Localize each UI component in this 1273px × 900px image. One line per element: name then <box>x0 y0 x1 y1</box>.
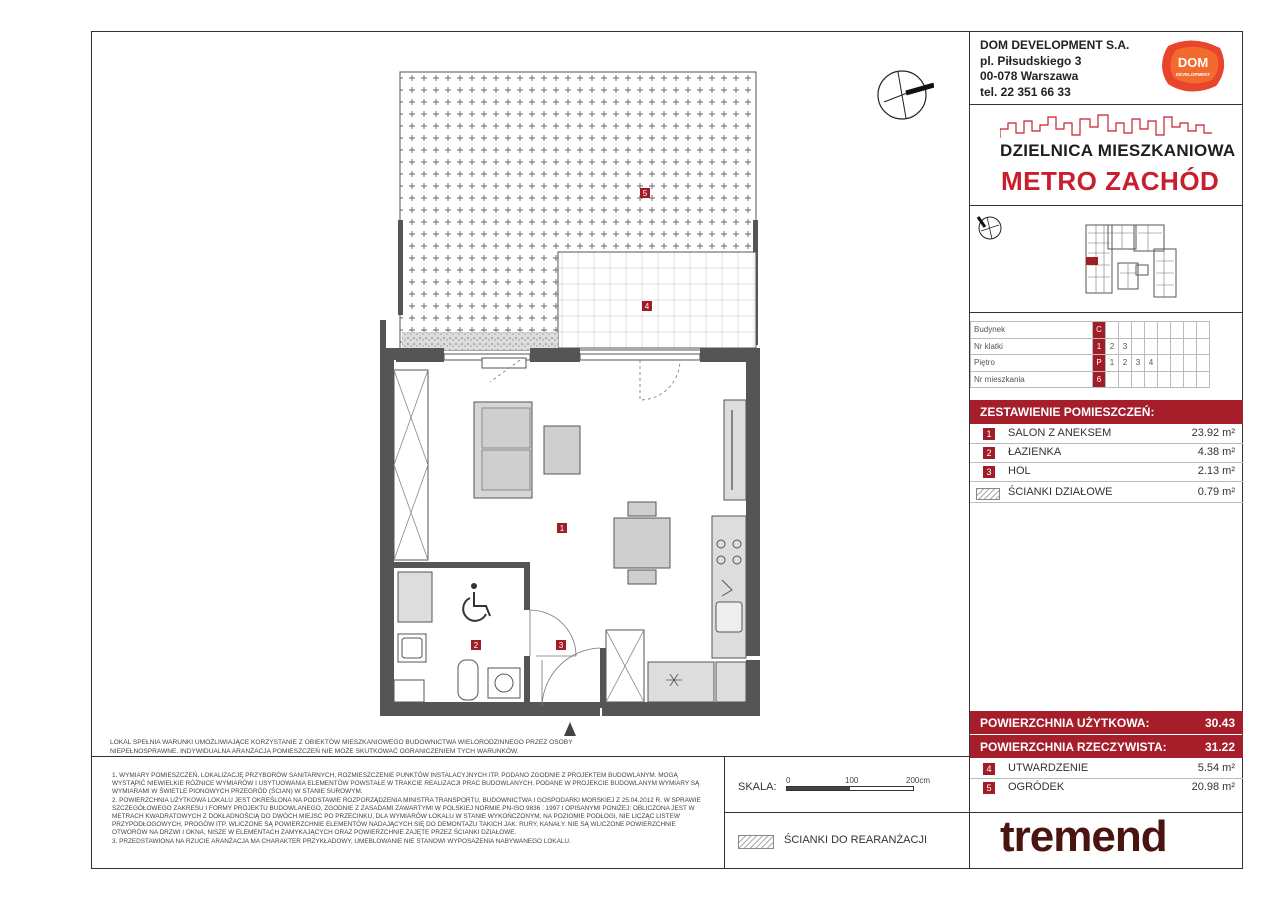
note-2: 2. POWIERZCHNIA UŻYTKOWA LOKALU JEST OKREŚLONA NA PODSTAWIE ROZPORZĄDZENIA MINISTRA TRANSPORTU, BUDOWNICTWA I GOSPODARKI MORSKIEJ Z 25.04.2012 R. W SPRAWIE SZCZEGÓŁOWEGO ZAKRESU I FORMY PROJEKTU BUDOWLANEGO, ZGODNIE Z ZASADAMI ZAWARTYMI W POLSKIEJ NORMIE PN-ISO 9836 : 1997 I OPISANYMI PONIŻEJ: OBLICZONA JEST W METRACH KWADRATOWYCH Z DOKŁADNOŚCIĄ DO DWÓCH MIEJSC PO PRZECINKU, DLA WYMIARÓW LOKALU W STANIE WYKOŃCZONYM, NA POZIOMIE PODŁOGI, NIE LICZĄC LISTEW PRZYPODŁOGOWYCH, PROGÓW ITP. WLICZONE SĄ POWIERZCHNIE ELEMENTÓW NADAJĄCYCH SIĘ DO DEMONTAŻU TAKICH JAK: RURY, KANAŁY. NIE SĄ WLICZONE POWIERZCHNIE OTWORÓW NA DRZWI I OKNA, NISZE W ELEMENTACH ZAMYKAJĄCYCH ORAZ POWIERZCHNIE ZAJĘTE PRZEZ ŚCIANKI DZIAŁOWE. <box>112 796 701 837</box>
building-info-table <box>970 321 1210 388</box>
note-3: 3. PRZEDSTAWIONA NA RZUCIE ARANŻACJA MA CHARAKTER PRZYKŁADOWY, UMEBLOWANIE NIE STANOWI WYPOSAŻENIA NABYWANEGO LOKALU. <box>112 837 571 845</box>
rooms-header: ZESTAWIENIE POMIESZCZEŃ: <box>970 400 1243 424</box>
scale-tick-100: 100 <box>845 776 859 785</box>
company-name: DOM DEVELOPMENT S.A. <box>980 38 1130 52</box>
real-area-bar: POWIERZCHNIA RZECZYWISTA: 31.22 <box>970 735 1243 758</box>
floor-plan <box>370 60 770 740</box>
divider-company <box>969 104 1243 105</box>
terrace-area <box>558 252 756 348</box>
dom-development-logo <box>1158 38 1228 94</box>
rearrangement-label: ŚCIANKI DO REARANŻACJI <box>784 834 928 846</box>
note-1: 1. WYMIARY POMIESZCZEŃ, LOKALIZACJĘ PRZYBORÓW SANITARNYCH, ROZMIESZCZENIE PUNKTÓW INSTALACYJNYCH ITP. PODANO ZGODNIE Z PROJEKTEM BUDOWLANYM. MOGĄ WYSTĄPIĆ NIEWIELKIE RÓŻNICE WYMIARÓW I USYTUOWANIA ELEMENTÓW POWSTAŁE W TRAKCIE REALIZACJI PRAC BUDOWLANYCH. PODANE W PROJEKCIE BUDOWLANYM WYMIARY SĄ WYMIARAMI W ŚWIETLE PIONOWYCH PRZEGRÓD (ŚCIAN) W STANIE SUROWYM. <box>112 772 700 796</box>
room-row-3: 3 HOL 2.13 m² <box>970 463 1243 482</box>
svg-text:DEVELOPMENT: DEVELOPMENT <box>1175 72 1211 77</box>
row-floor: Piętro P 1 2 3 4 <box>971 355 1210 372</box>
room-row-2: 2 ŁAZIENKA 4.38 m² <box>970 444 1243 463</box>
company-address <box>980 38 1129 100</box>
divider-scale-vertical <box>724 756 725 869</box>
divider-keyplan <box>969 312 1243 313</box>
skyline-icon <box>1000 113 1212 139</box>
outdoor-row-5: 5 OGRÓDEK 20.98 m² <box>970 779 1243 797</box>
scale-tick-200: 200cm <box>906 776 931 785</box>
divider-brand <box>969 205 1243 206</box>
scale-tick-0: 0 <box>786 776 791 785</box>
key-plan-map <box>1078 219 1182 299</box>
tremend-logo: tremend <box>1000 812 1167 861</box>
brand-line-1: DZIELNICA MIESZKANIOWA <box>1000 141 1236 160</box>
row-apartment: Nr mieszkania 6 <box>971 371 1210 388</box>
compass-small-icon <box>975 213 1005 243</box>
outdoor-row-4: 4 UTWARDZENIE 5.54 m² <box>970 760 1243 779</box>
company-city: 00-078 Warszawa <box>980 69 1079 83</box>
svg-text:DOM: DOM <box>1177 55 1209 70</box>
svg-text:3: 3 <box>558 641 564 650</box>
brand-line-2: METRO ZACHÓD <box>1001 166 1220 196</box>
scale-label: SKALA: <box>738 781 777 793</box>
row-staircase: Nr klatki 1 2 3 <box>971 338 1210 355</box>
room-row-partitions: ŚCIANKI DZIAŁOWE 0.79 m² <box>970 484 1243 503</box>
room-row-1: 1 SALON Z ANEKSEM 23.92 m² <box>970 425 1243 444</box>
scale-bar <box>786 786 914 791</box>
row-building: Budynek C <box>971 322 1210 339</box>
company-phone: tel. 22 351 66 33 <box>980 84 1071 99</box>
rearrangement-hatch-icon <box>738 835 774 849</box>
svg-text:1: 1 <box>559 524 565 533</box>
divider-scale <box>724 812 969 813</box>
svg-text:4: 4 <box>644 302 650 311</box>
hatch-icon <box>976 488 1000 500</box>
wheelchair-icon <box>463 583 490 621</box>
company-street: pl. Piłsudskiego 3 <box>980 53 1082 68</box>
accessibility-note: LOKAL SPEŁNIA WARUNKI UMOŻLIWIAJĄCE KORZYSTANIE Z OBIEKTÓW MIESZKANIOWEGO BUDOWNICTWA WIELORODZINNEGO PRZEZ OSOBY NIEPEŁNOSPRAWNE. INDYWIDUALNA ARANŻACJA POMIESZCZEŃ NIE MOŻE SKUTKOWAĆ OGRANICZENIEM TYCH WARUNKÓW. <box>110 739 573 755</box>
plan-notes <box>112 772 710 846</box>
svg-text:2: 2 <box>473 641 479 650</box>
usable-area-bar: POWIERZCHNIA UŻYTKOWA: 30.43 <box>970 711 1243 734</box>
compass-icon <box>874 66 934 126</box>
svg-text:5: 5 <box>642 189 648 198</box>
